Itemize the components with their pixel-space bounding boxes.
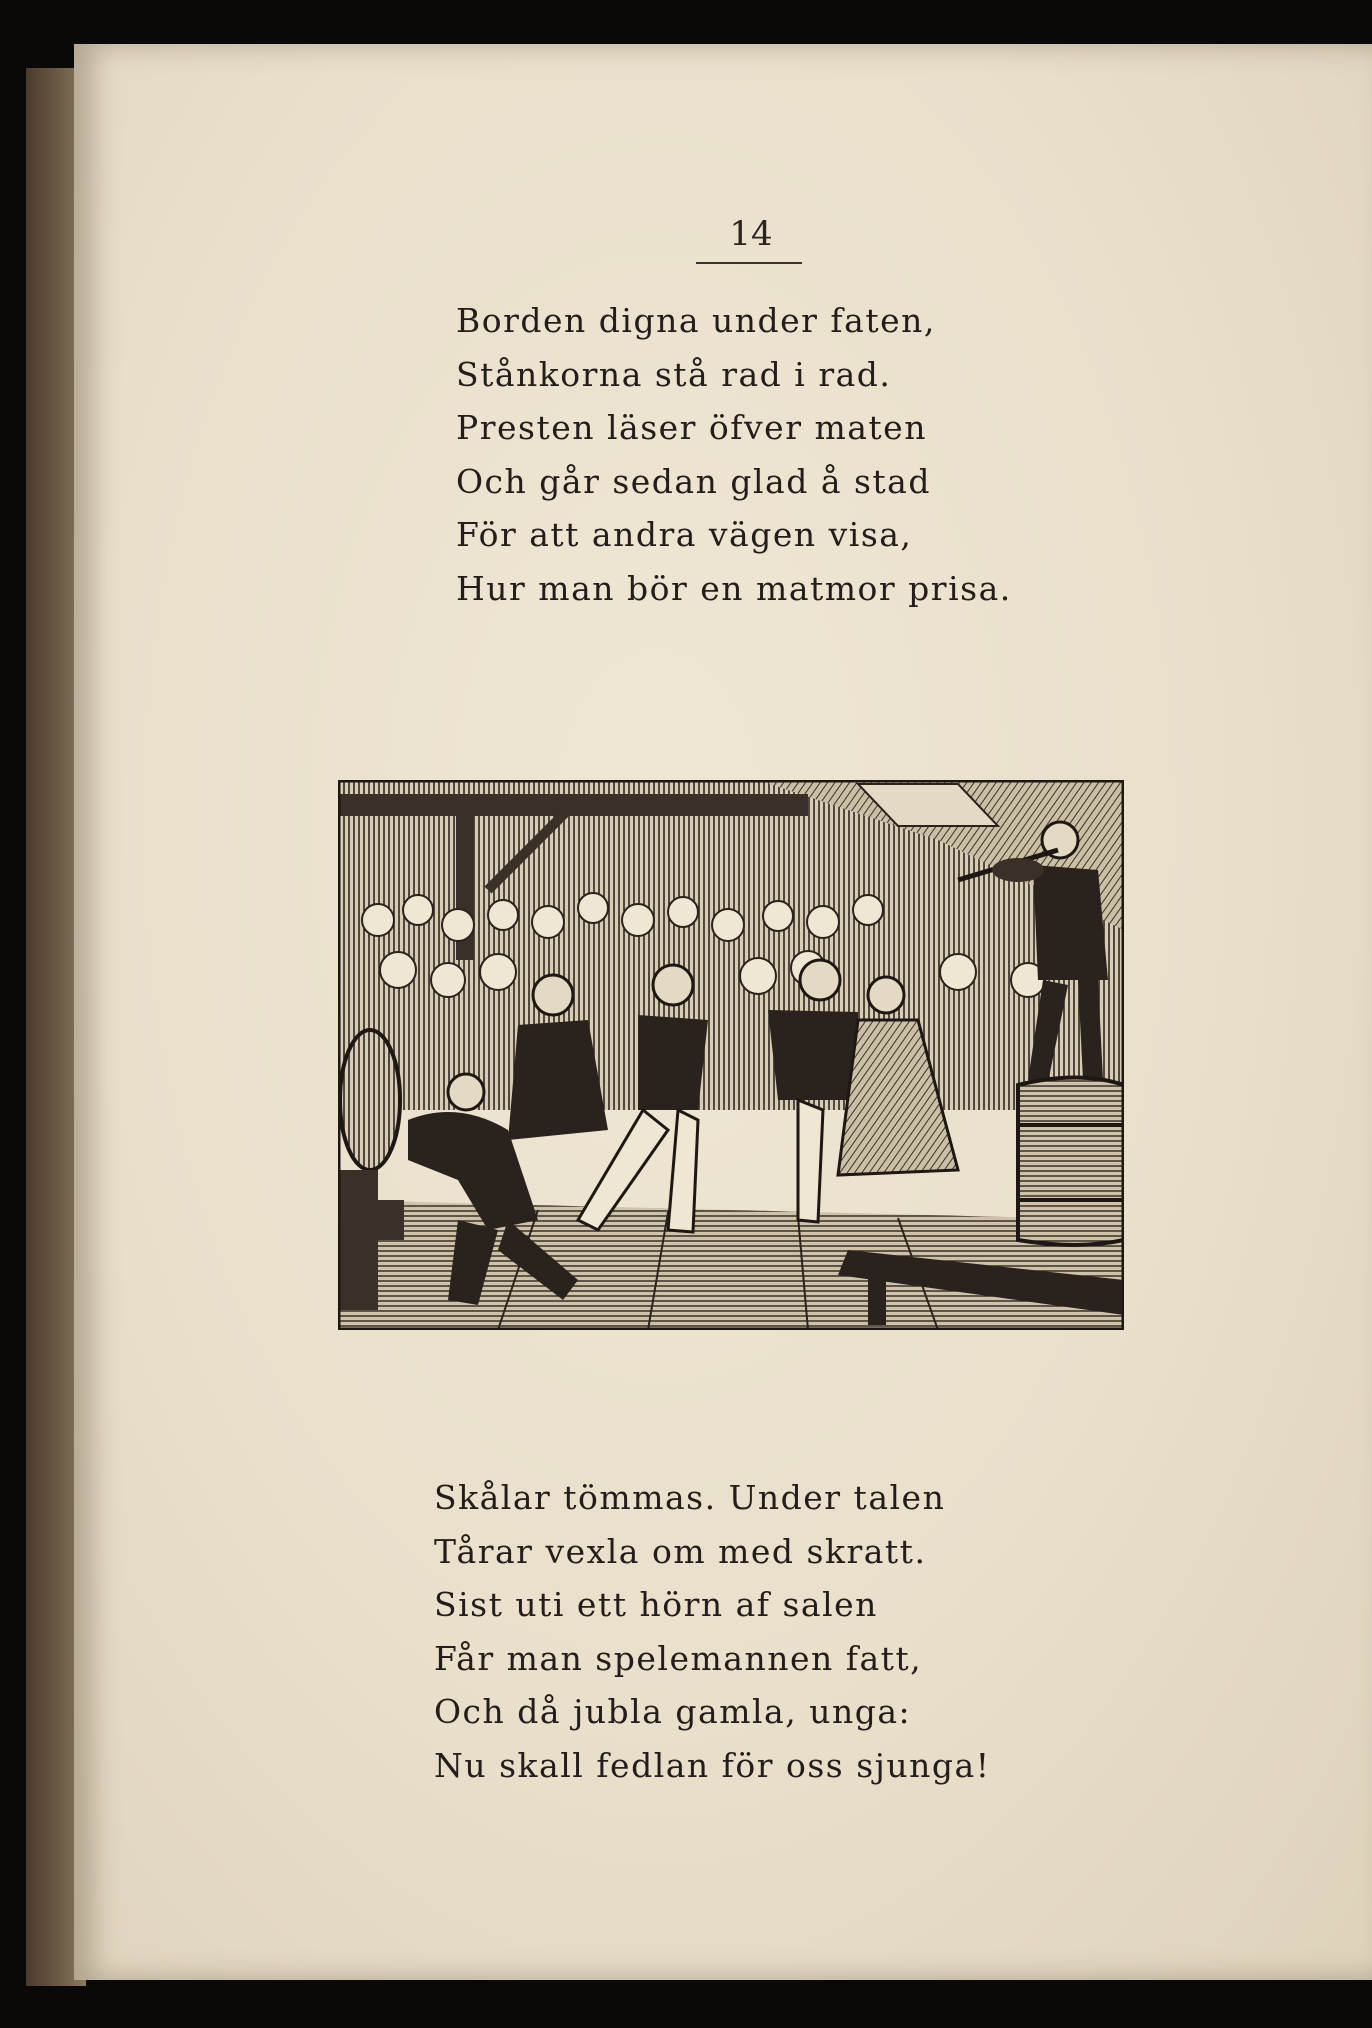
verse-line: Presten läser öfver maten bbox=[456, 408, 927, 447]
fiddler-barrel bbox=[1018, 1078, 1124, 1246]
verse-line: Tårar vexla om med skratt. bbox=[434, 1531, 927, 1571]
verse-line: Och går sedan glad å stad bbox=[456, 461, 931, 501]
page-number: 14 bbox=[729, 214, 773, 254]
stanza-2 bbox=[434, 1471, 990, 1792]
verse-line: Och då jubla gamla, unga: bbox=[434, 1692, 912, 1731]
verse-line: Får man spelemannen fatt, bbox=[434, 1638, 923, 1678]
page-number-rule bbox=[696, 262, 802, 264]
verse-line: Stånkorna stå rad i rad. bbox=[456, 354, 892, 394]
verse-line: Sist uti ett hörn af salen bbox=[434, 1585, 878, 1624]
verse-line: Nu skall fedlan för oss sjunga! bbox=[434, 1745, 991, 1785]
verse-line: Borden digna under faten, bbox=[456, 301, 936, 340]
ceiling-beam bbox=[338, 794, 808, 816]
stanza-1 bbox=[456, 294, 1012, 615]
verse-line: Skålar tömmas. Under talen bbox=[434, 1478, 946, 1517]
verse-line: För att andra vägen visa, bbox=[456, 515, 913, 554]
verse-line: Hur man bör en matmor prisa. bbox=[456, 568, 1012, 608]
engraving-illustration bbox=[338, 780, 1124, 1330]
dance-scene-engraving bbox=[338, 780, 1124, 1330]
